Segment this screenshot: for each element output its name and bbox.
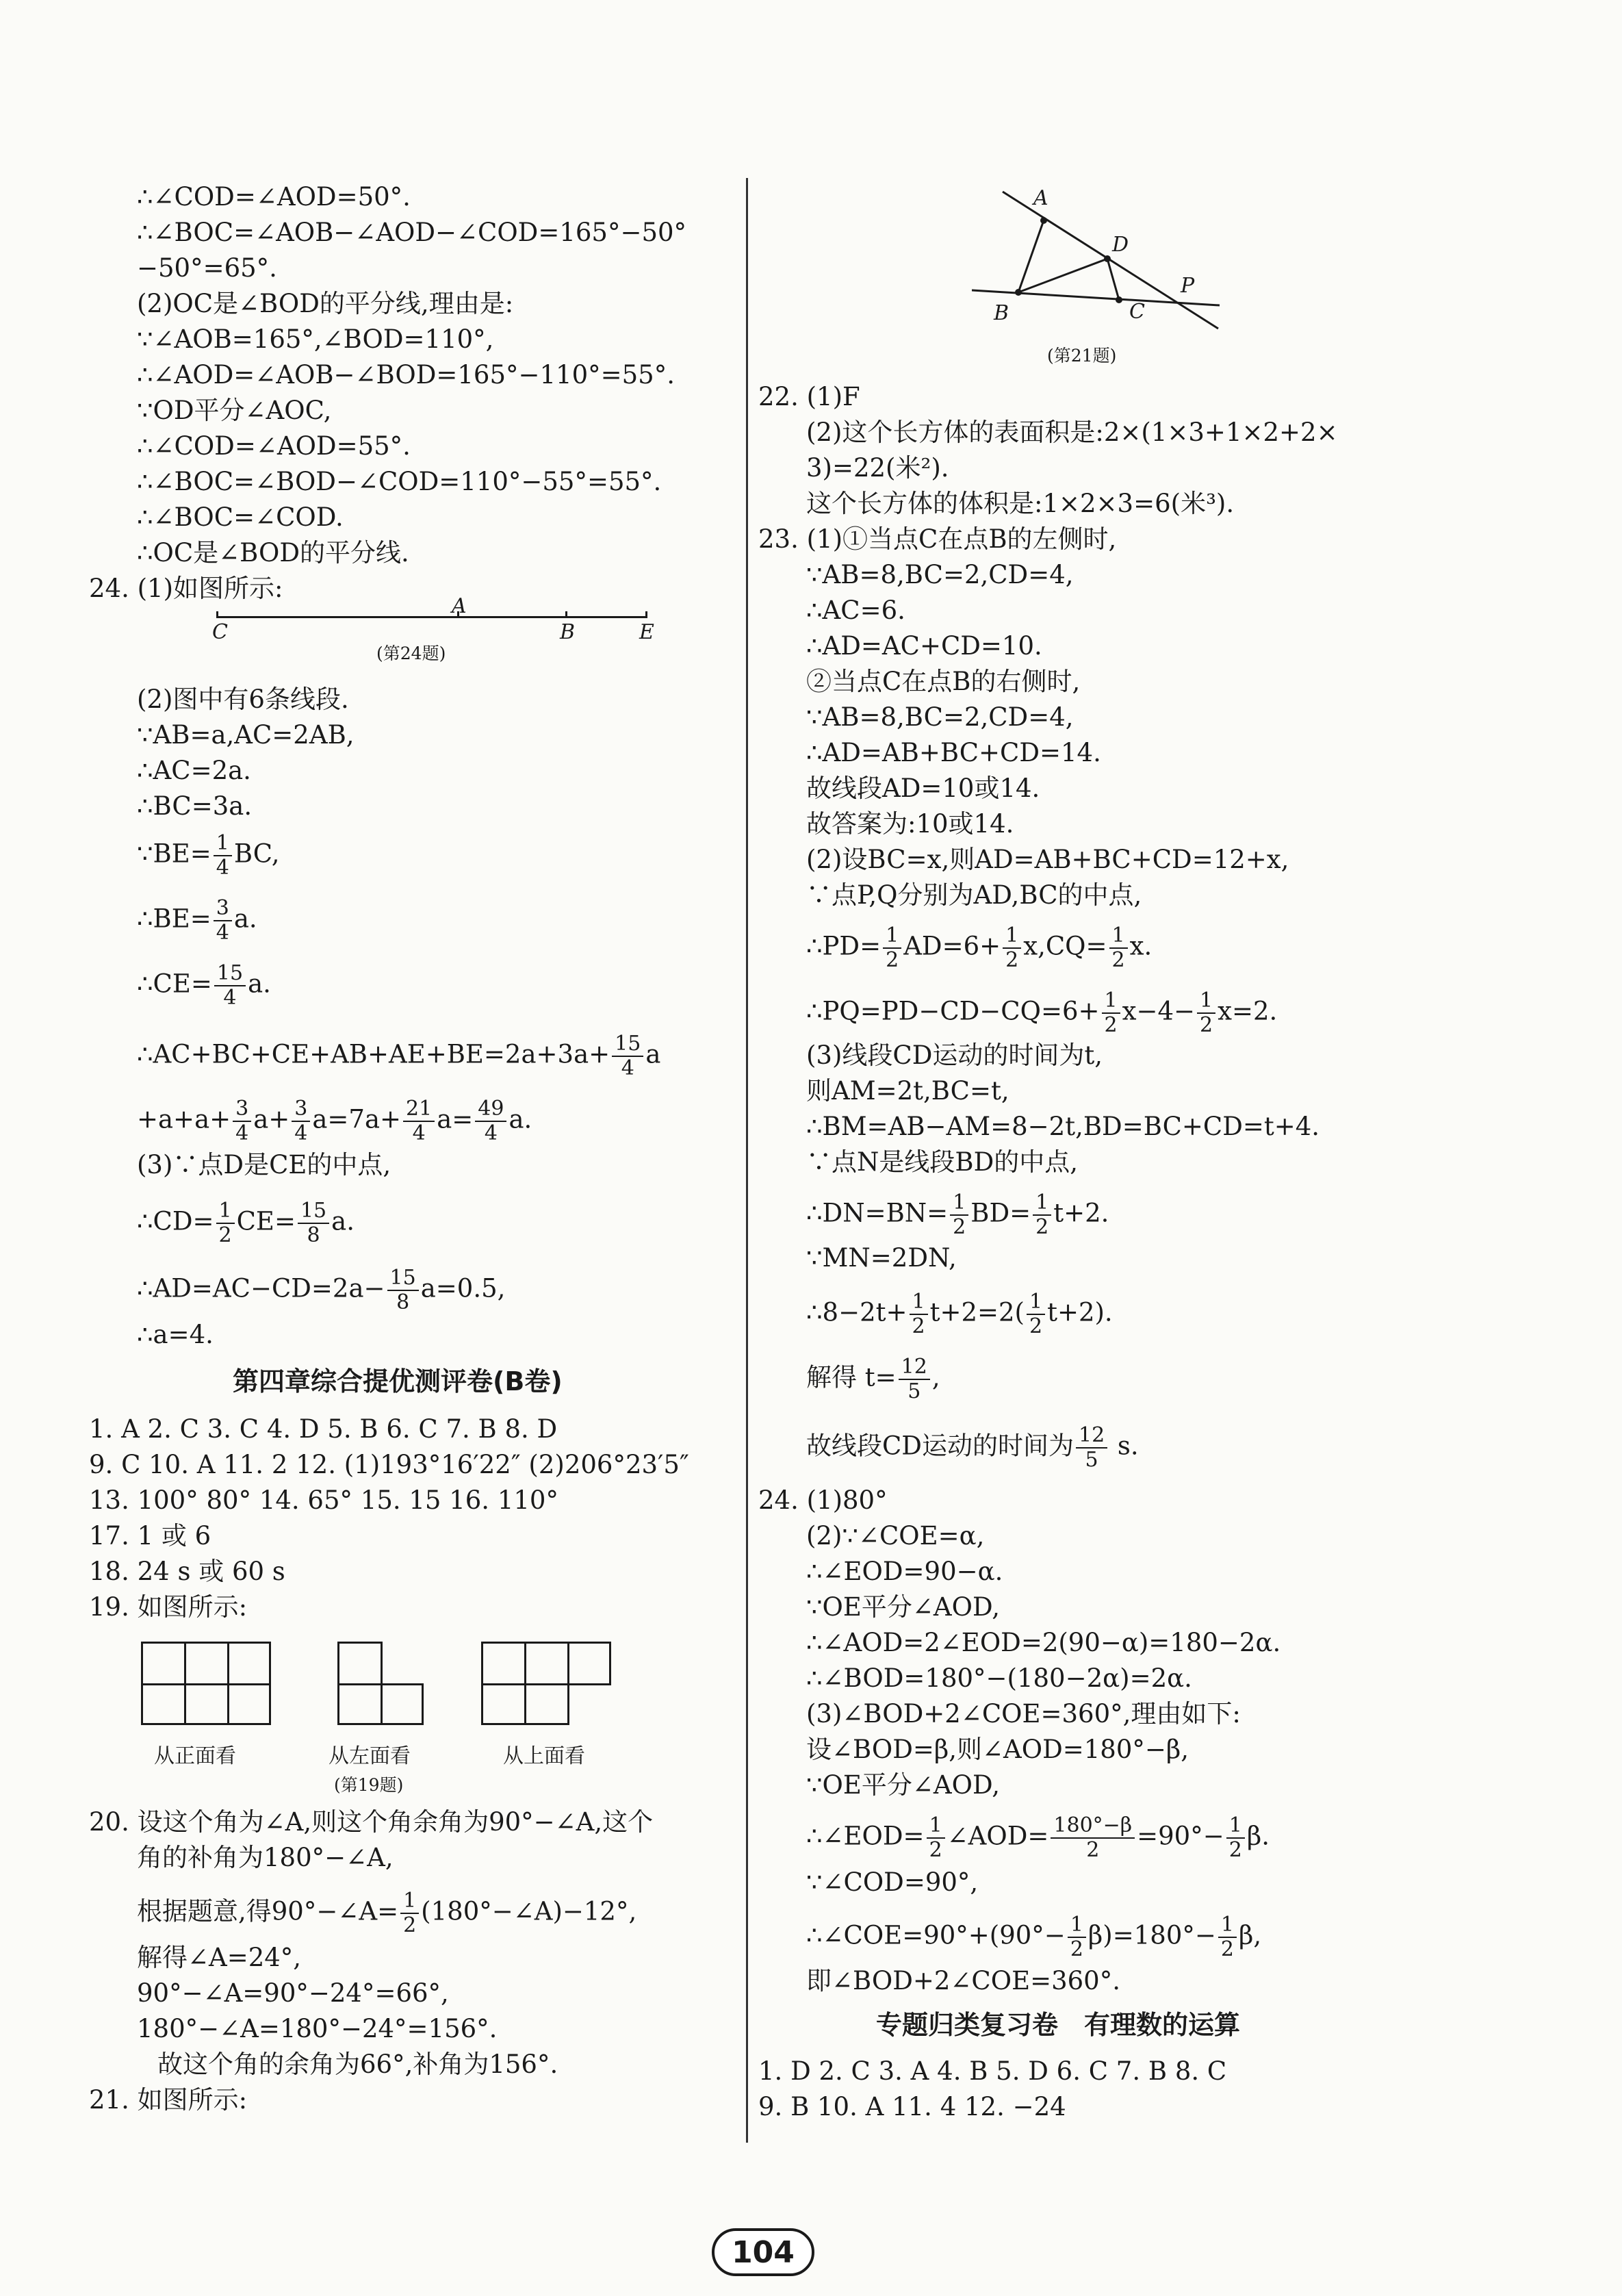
question-19: 19. 如图所示: [89,1592,248,1622]
figure-21 [972,185,1232,342]
equation-line: ∴CD= $\frac{1}{2}$ CE= $\frac{15}{8}$ a. [137,1199,355,1247]
text-line: 故线段AD=10或14. [806,774,1040,803]
text-line: ∴AC=6. [806,596,905,625]
text-line: ∴AD=AC+CD=10. [806,631,1042,661]
text-line: (3)线段CD运动的时间为t, [806,1041,1103,1070]
text-line: 90°−∠A=90°−24°=66°, [137,1978,449,2008]
question-20: 20. 设这个角为∠A,则这个角余角为90°−∠A,这个 [89,1807,654,1837]
question-22: 22. (1)F [758,382,860,411]
text-line: ∴∠BOD=180°−(180−2α)=2α. [806,1663,1192,1693]
page-number-badge [712,2228,814,2276]
question-24: 24. (1)如图所示: [89,574,283,603]
equation-line: ∴CE= $\frac{15}{4}$ a. [137,961,271,1010]
text-line: ∴AD=AB+BC+CD=14. [806,738,1101,767]
figure-caption: (第19题) [334,1775,404,1795]
point-label-d: D [1112,233,1129,257]
equation-line: ∴∠EOD= $\frac{1}{2}$ ∠AOD= $\frac{180^\circ-\beta}{2}$ =90°− $\frac{1}{2}$ β. [806,1813,1270,1862]
answer-line: 18. 24 s 或 60 s [89,1557,285,1586]
text-line: 设∠BOD=β,则∠AOD=180°−β, [806,1735,1189,1764]
text-line: 故这个角的余角为66°,补角为156°. [157,2050,558,2079]
equation-line: ∴PQ=PD−CD−CQ=6+ $\frac{1}{2}$ x−4− $\frac{1}{2}$ x=2. [806,988,1278,1037]
text-line: ∵∠AOB=165°,∠BOD=110°, [137,324,494,354]
text-line: ∵OD平分∠AOC, [137,396,332,425]
column-divider [746,178,748,2143]
answer-line: 13. 100° 80° 14. 65° 15. 15 16. 110° [89,1485,558,1515]
text-line: ∴∠COD=∠AOD=50°. [137,182,411,212]
section-title: 专题归类复习卷 有理数的运算 [876,2010,1241,2040]
line-segment [216,616,647,618]
text-line: ∵MN=2DN, [806,1243,957,1273]
answer-line: 9. B 10. A 11. 4 12. −24 [758,2092,1066,2121]
point-label-p: P [1181,274,1195,298]
point-label-c: C [212,620,228,644]
text-line: ∵OE平分∠AOD, [806,1592,1001,1622]
figure-caption: (第21题) [1047,346,1117,366]
text-line: ∴∠EOD=90−α. [806,1557,1003,1586]
question-24-right: 24. (1)80° [758,1485,888,1515]
point-label-b: B [994,301,1009,325]
text-line: 解得∠A=24°, [137,1943,302,1972]
front-view-label: 从正面看 [154,1744,236,1768]
text-line: 180°−∠A=180°−24°=156°. [137,2014,498,2043]
text-line: ∵∠COD=90°, [806,1867,979,1897]
top-view-label: 从上面看 [503,1744,585,1768]
text-line: 即∠BOD+2∠COE=360°. [806,1966,1120,1995]
text-line: ∴BM=AB−AM=8−2t,BD=BC+CD=t+4. [806,1112,1320,1141]
question-23: 23. (1)①当点C在点B的左侧时, [758,524,1117,554]
top-view-grid [481,1642,611,1725]
equation-line: +a+a+ $\frac{3}{4}$ a+ $\frac{3}{4}$ a=7a+ $\frac{21}{4}$ a= $\frac{49}{4}$ a. [137,1097,532,1145]
text-line: ∴∠COD=∠AOD=55°. [137,431,411,461]
equation-line: ∴AC+BC+CE+AB+AE+BE=2a+3a+ $\frac{15}{4}$ a [137,1032,661,1080]
front-view-grid [141,1642,271,1725]
text-line: −50°=65°. [137,253,277,283]
text-line: ∵OE平分∠AOD, [806,1770,1001,1800]
text-line: ∴∠BOC=∠COD. [137,502,344,532]
answer-line: 17. 1 或 6 [89,1521,211,1551]
text-line: 则AM=2t,BC=t, [806,1076,1009,1106]
equation-line: ∵BE= $\frac{1}{4}$ BC, [137,831,280,880]
text-line: 角的补角为180°−∠A, [137,1843,394,1872]
figure-caption: (第24题) [376,643,446,663]
point-label-e: E [639,620,654,644]
text-line: (2)这个长方体的表面积是:2×(1×3+1×2+2× [806,418,1338,447]
equation-line: ∴DN=BN= $\frac{1}{2}$ BD= $\frac{1}{2}$ t+2. [806,1190,1109,1239]
tick-mark [565,611,567,618]
text-line: ∵点P,Q分别为AD,BC的中点, [806,880,1142,910]
point-label-c: C [1129,300,1145,324]
equation-line: ∴∠COE=90°+(90°− $\frac{1}{2}$ β)=180°− $\frac{1}{2}$ β, [806,1913,1262,1961]
text-line: ②当点C在点B的右侧时, [806,667,1081,696]
text-line: ∵AB=a,AC=2AB, [137,720,355,750]
text-line: ∴OC是∠BOD的平分线. [137,538,409,567]
text-line: (3)∠BOD+2∠COE=360°,理由如下: [806,1699,1241,1729]
text-line: (2)∵∠COE=α, [806,1521,985,1551]
tick-mark [216,611,218,618]
text-line: ∴a=4. [137,1320,214,1349]
point-label-a: A [452,594,467,618]
equation-line: 根据题意,得90°−∠A= $\frac{1}{2}$ (180°−∠A)−12°, [137,1889,637,1937]
text-line: 这个长方体的体积是:1×2×3=6(米³). [806,489,1235,518]
tick-mark [645,611,647,618]
point-label-b: B [560,620,576,644]
text-line: 3)=22(米²). [806,453,949,483]
text-line: ∵AB=8,BC=2,CD=4, [806,560,1074,589]
text-line: ∴∠BOC=∠BOD−∠COD=110°−55°=55°. [137,467,662,496]
text-line: (2)设BC=x,则AD=AB+BC+CD=12+x, [806,845,1289,874]
text-line: ∴BC=3a. [137,791,253,821]
text-line: ∵AB=8,BC=2,CD=4, [806,702,1074,732]
equation-line: 故线段CD运动的时间为 $\frac{12}{5}$ s. [806,1423,1139,1472]
text-line: (3)∵点D是CE的中点, [137,1150,391,1179]
answer-line: 9. C 10. A 11. 2 12. (1)193°16′22″ (2)206°23′5″ [89,1450,689,1479]
equation-line: ∴8−2t+ $\frac{1}{2}$ t+2=2( $\frac{1}{2}$ t+2). [806,1290,1113,1338]
text-line: (2)图中有6条线段. [137,685,349,714]
text-line: ∵点N是线段BD的中点, [806,1147,1078,1177]
section-title: 第四章综合提优测评卷(B卷) [233,1366,563,1396]
text-line: ∴AC=2a. [137,756,251,785]
point-label-a: A [1033,186,1048,210]
text-line: ∴∠BOC=∠AOB−∠AOD−∠COD=165°−50° [137,218,687,247]
answer-line: 1. A 2. C 3. C 4. D 5. B 6. C 7. B 8. D [89,1414,558,1444]
left-view-grid [337,1642,424,1725]
text-line: ∴∠AOD=∠AOB−∠BOD=165°−110°=55°. [137,360,675,390]
equation-line: ∴AD=AC−CD=2a− $\frac{15}{8}$ a=0.5, [137,1266,506,1314]
text-line: ∴∠AOD=2∠EOD=2(90−α)=180−2α. [806,1628,1281,1657]
question-21: 21. 如图所示: [89,2085,248,2115]
answer-line: 1. D 2. C 3. A 4. B 5. D 6. C 7. B 8. C [758,2056,1227,2086]
equation-line: 解得 t= $\frac{12}{5}$ , [806,1355,940,1403]
left-view-label: 从左面看 [329,1744,411,1768]
text-line: (2)OC是∠BOD的平分线,理由是: [137,289,514,318]
page-number: 104 [732,2235,795,2270]
text-line: 故答案为:10或14. [806,809,1014,839]
equation-line: ∴PD= $\frac{1}{2}$ AD=6+ $\frac{1}{2}$ x,CQ= $\frac{1}{2}$ x. [806,923,1153,972]
equation-line: ∴BE= $\frac{3}{4}$ a. [137,896,257,945]
